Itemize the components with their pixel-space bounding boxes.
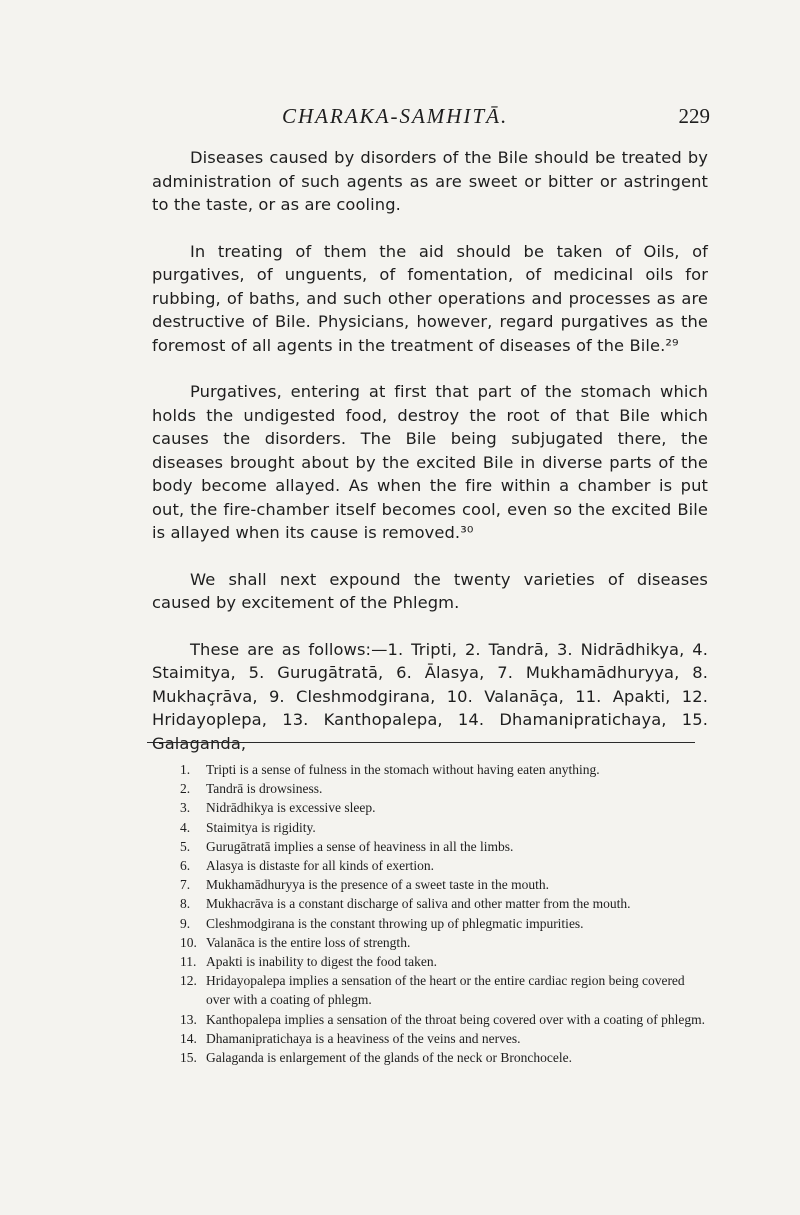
footnote-number: 1. (180, 762, 191, 777)
footnote-number: 15. (180, 1050, 197, 1066)
paragraph: In treating of them the aid should be taken of Oils, of purgatives, of unguents, of fomentation, of medicinal oils for rubbing, of baths, and such other operations and processes as are destructive of Bile. Physicians, however, regard purgatives as the foremost of all agents in the treatment of diseases of the Bile.²⁹ (152, 241, 708, 355)
footnote (180, 1010, 712, 1029)
running-title: CHARAKA-SAMHITĀ. (282, 104, 509, 128)
footnote (180, 798, 712, 817)
footnote-text: Hridayopalepa implies a sensation of the heart or the entire cardiac region being covered over with a coating of phlegm. (206, 973, 685, 1008)
footnote-text: Alasya is distaste for all kinds of exertion. (206, 858, 434, 874)
footnote (180, 1048, 712, 1067)
footnote-divider (147, 742, 695, 743)
footnote-text: Apakti is inability to digest the food taken. (206, 954, 437, 970)
footnote-text: Tripti is a sense of fulness in the stomach without having eaten anything. (206, 762, 600, 777)
footnote (180, 914, 712, 933)
footnote-number: 5. (180, 838, 191, 854)
paragraph: Diseases caused by disorders of the Bile should be treated by administration of such agents as are sweet or bitter or astringent to the taste, or as are cooling. (152, 148, 708, 214)
footnote-text: Dhamanipratichaya is a heaviness of the veins and nerves. (206, 1030, 521, 1046)
footnote (180, 779, 712, 798)
page-number: 229 (678, 104, 710, 128)
main-text (152, 146, 708, 755)
footnote-text: Tandrā is drowsiness. (206, 781, 323, 797)
footnote (180, 856, 712, 875)
footnote-number: 10. (180, 934, 197, 950)
footnote-text: Galaganda is enlargement of the glands of the neck or Bronchocele. (206, 1050, 572, 1066)
footnote-number: 12. (180, 973, 197, 989)
paragraph: Purgatives, entering at first that part of the stomach which holds the undigested food, destroy the root of that Bile which causes the disorders. The Bile being subjugated there, the diseases brought about by the excited Bile in diverse parts of the body become allayed. As when the fire within a chamber is put out, the fire-chamber itself becomes cool, even so the excited Bile is allayed when its cause is removed.³⁰ (152, 382, 708, 542)
footnote-text: Mukhamādhuryya is the presence of a sweet taste in the mouth. (206, 877, 550, 893)
footnote-number: 9. (180, 915, 191, 931)
footnote-number: 3. (180, 800, 191, 816)
footnote (180, 818, 712, 837)
footnote-number: 6. (180, 858, 191, 874)
footnote-text: Gurugātratā implies a sense of heaviness in all the limbs. (206, 838, 514, 854)
footnote-number: 7. (180, 877, 191, 893)
page-header (152, 104, 710, 134)
footnote (180, 875, 712, 894)
footnote-text: Mukhacrāva is a constant discharge of saliva and other matter from the mouth. (206, 896, 631, 912)
footnote (180, 760, 712, 779)
footnote (180, 1029, 712, 1048)
footnote-number: 14. (180, 1030, 197, 1046)
paragraph: These are as follows:—1. Tripti, 2. Tandrā, 3. Nidrādhikya, 4. Staimitya, 5. Gurugātratā, 6. Ālasya, 7. Mukhamādhuryya, 8. Mukhaçrāva, 9. Cleshmodgirana, 10. Valanāça, 11. Apakti, 12. Hridayoplepa, 13. Kanthopalepa, 14. Dhamanipratichaya, 15. Galaganda, (152, 639, 708, 753)
footnote-text: Kanthopalepa implies a sensation of the throat being covered over with a coating of phlegm. (206, 1011, 705, 1027)
footnote-text: Cleshmodgirana is the constant throwing up of phlegmatic impurities. (206, 915, 584, 931)
footnote-number: 4. (180, 819, 191, 835)
footnotes (180, 760, 712, 1067)
footnote-number: 8. (180, 896, 191, 912)
footnote-text: Valanāca is the entire loss of strength. (206, 934, 411, 950)
footnote (180, 837, 712, 856)
footnote (180, 971, 712, 1009)
footnote-text: Staimitya is rigidity. (206, 819, 316, 835)
footnote-number: 2. (180, 781, 191, 797)
footnote-text: Nidrādhikya is excessive sleep. (206, 800, 376, 816)
footnote-number: 13. (180, 1011, 197, 1027)
footnote (180, 933, 712, 952)
footnote-number: 11. (180, 954, 197, 970)
footnote (180, 952, 712, 971)
footnote (180, 894, 712, 913)
paragraph: We shall next expound the twenty varieties of diseases caused by excitement of the Phlegm. (152, 569, 708, 612)
